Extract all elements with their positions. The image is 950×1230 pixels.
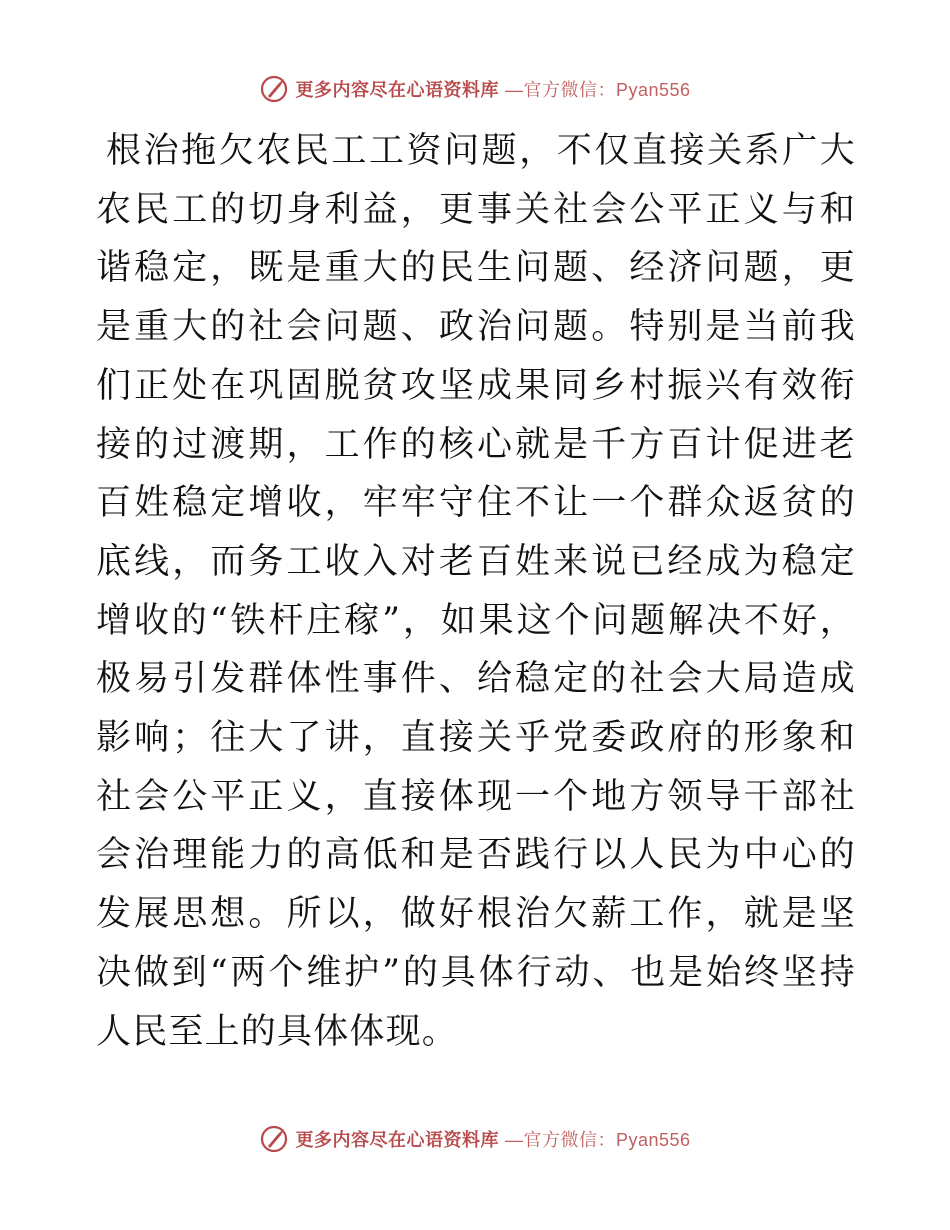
document-paragraph: 根治拖欠农民工工资问题，不仅直接关系广大农民工的切身利益，更事关社会公平正义与和谐稳定，既是重大的民生问题、经济问题，更是重大的社会问题、政治问题。特别是当前我们正处在巩固脱贫攻坚成果同乡村振兴有效衔接的过渡期，工作的核心就是千方百计促进老百姓稳定增收，牢牢守住不让一个群众返贫的底线，而务工收入对老百姓来说已经成为稳定增收的“铁杆庄稼”，如果这个问题解决不好，极易引发群体性事件、给稳定的社会大局造成影响；往大了讲，直接关乎党委政府的形象和社会公平正义，直接体现一个地方领导干部社会治理能力的高低和是否践行以人民为中心的发展思想。所以，做好根治欠薪工作，就是坚决做到“两个维护”的具体行动、也是始终坚持人民至上的具体体现。 (96, 131, 856, 1052)
watermark-main-text: 更多内容尽在心语资料库 (295, 80, 499, 100)
header-watermark (0, 74, 950, 104)
watermark-main-text: 更多内容尽在心语资料库 (295, 1130, 499, 1150)
quill-logo-icon (259, 74, 289, 104)
quill-logo-icon (259, 1124, 289, 1154)
watermark-sub-text: —官方微信：Pyan556 (504, 80, 691, 100)
footer-watermark (0, 1124, 950, 1154)
watermark-sub-text: —官方微信：Pyan556 (504, 1130, 691, 1150)
